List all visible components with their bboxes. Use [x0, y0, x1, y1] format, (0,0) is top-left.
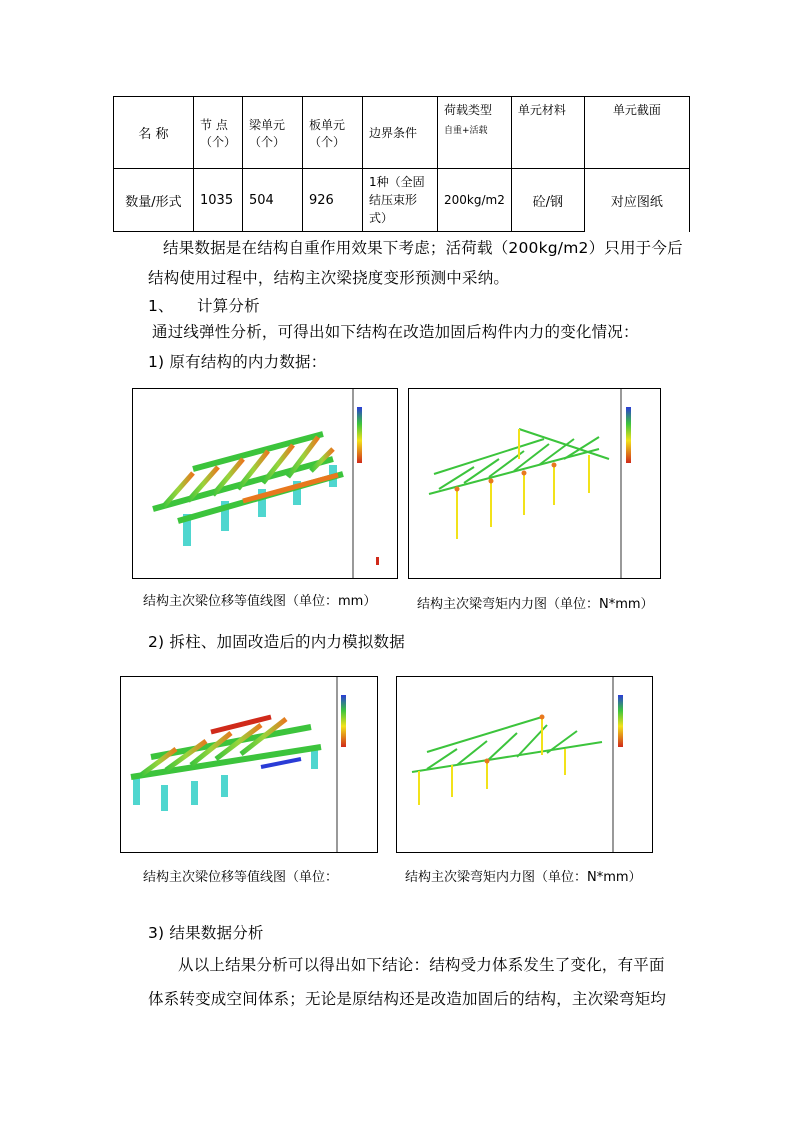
- moment-peaks: [455, 463, 557, 492]
- paragraph-1-line-1: 结果数据是在结构自重作用效果下考虑；活荷载（200kg/m2）只用于今后: [163, 239, 683, 257]
- heading-retrofit: 2) 拆柱、加固改造后的内力模拟数据: [148, 633, 405, 651]
- table-header-row: [114, 97, 690, 169]
- paragraph-2-line-2: 体系转变成空间体系；无论是原结构还是改造加固后的结构，主次梁弯矩均: [148, 990, 667, 1008]
- header-load: 荷载类型 自重+活载: [438, 97, 512, 169]
- spec-table: [113, 96, 690, 232]
- legend-color-bar: [626, 407, 631, 463]
- fig1a-svg: [133, 389, 397, 578]
- header-plates: 板单元 （个）: [303, 97, 363, 169]
- heading-analysis: 3) 结果数据分析: [148, 924, 264, 942]
- legend-color-bar: [357, 407, 362, 463]
- figure-retrofit-moment: [396, 676, 653, 853]
- header-section: 单元截面: [584, 97, 689, 169]
- cell-material: 砼/钢: [511, 169, 584, 232]
- intro-text: 通过线弹性分析，可得出如下结构在改造加固后构件内力的变化情况：: [152, 323, 639, 341]
- frame-lines: [412, 717, 602, 772]
- cell-nodes: 1035: [194, 169, 243, 232]
- paragraph-1-line-2: 结构使用过程中，结构主次梁挠度变形预测中采纳。: [148, 269, 510, 287]
- cell-load: 200kg/m2: [438, 169, 512, 232]
- row-label: 数量/形式: [114, 169, 194, 232]
- legend-color-bar: [341, 695, 346, 747]
- cell-section: 对应图纸: [584, 169, 689, 232]
- paragraph-2-line-1: 从以上结果分析可以得出如下结论：结构受力体系发生了变化，有平面: [178, 956, 665, 974]
- figure-original-moment: [408, 388, 661, 579]
- fig2b-svg: [397, 677, 652, 852]
- caption-retrofit-displacement: 结构主次梁位移等值线图（单位：: [143, 870, 339, 885]
- header-boundary: 边界条件: [363, 97, 438, 169]
- cell-boundary: 1种（全固结压束形式）: [363, 169, 438, 232]
- header-nodes: 节 点 （个）: [194, 97, 243, 169]
- fig1b-svg: [409, 389, 660, 578]
- caption-original-moment: 结构主次梁弯矩内力图（单位：N*mm）: [417, 597, 654, 612]
- cool-beams: [261, 759, 301, 767]
- hot-beams: [211, 717, 271, 732]
- cell-plates: 926: [303, 169, 363, 232]
- legend-color-bar: [618, 695, 623, 747]
- header-material: 单元材料: [511, 97, 584, 169]
- header-name: 名 称: [114, 97, 194, 169]
- heading-original-structure: 1) 原有结构的内力数据：: [148, 353, 327, 371]
- caption-original-displacement: 结构主次梁位移等值线图（单位：mm）: [143, 594, 377, 609]
- caption-retrofit-moment: 结构主次梁弯矩内力图（单位：N*mm）: [405, 870, 642, 885]
- cell-beams: 504: [243, 169, 303, 232]
- figure-original-displacement: [132, 388, 398, 579]
- axis-icon: [376, 557, 379, 565]
- table-data-row: [114, 169, 690, 232]
- section-1-number: 1、: [148, 297, 174, 315]
- figure-retrofit-displacement: [120, 676, 378, 853]
- header-load-sub: 自重+活载: [444, 126, 488, 136]
- section-1-title: 计算分析: [197, 297, 260, 315]
- fig2a-svg: [121, 677, 377, 852]
- header-beams: 梁单元 （个）: [243, 97, 303, 169]
